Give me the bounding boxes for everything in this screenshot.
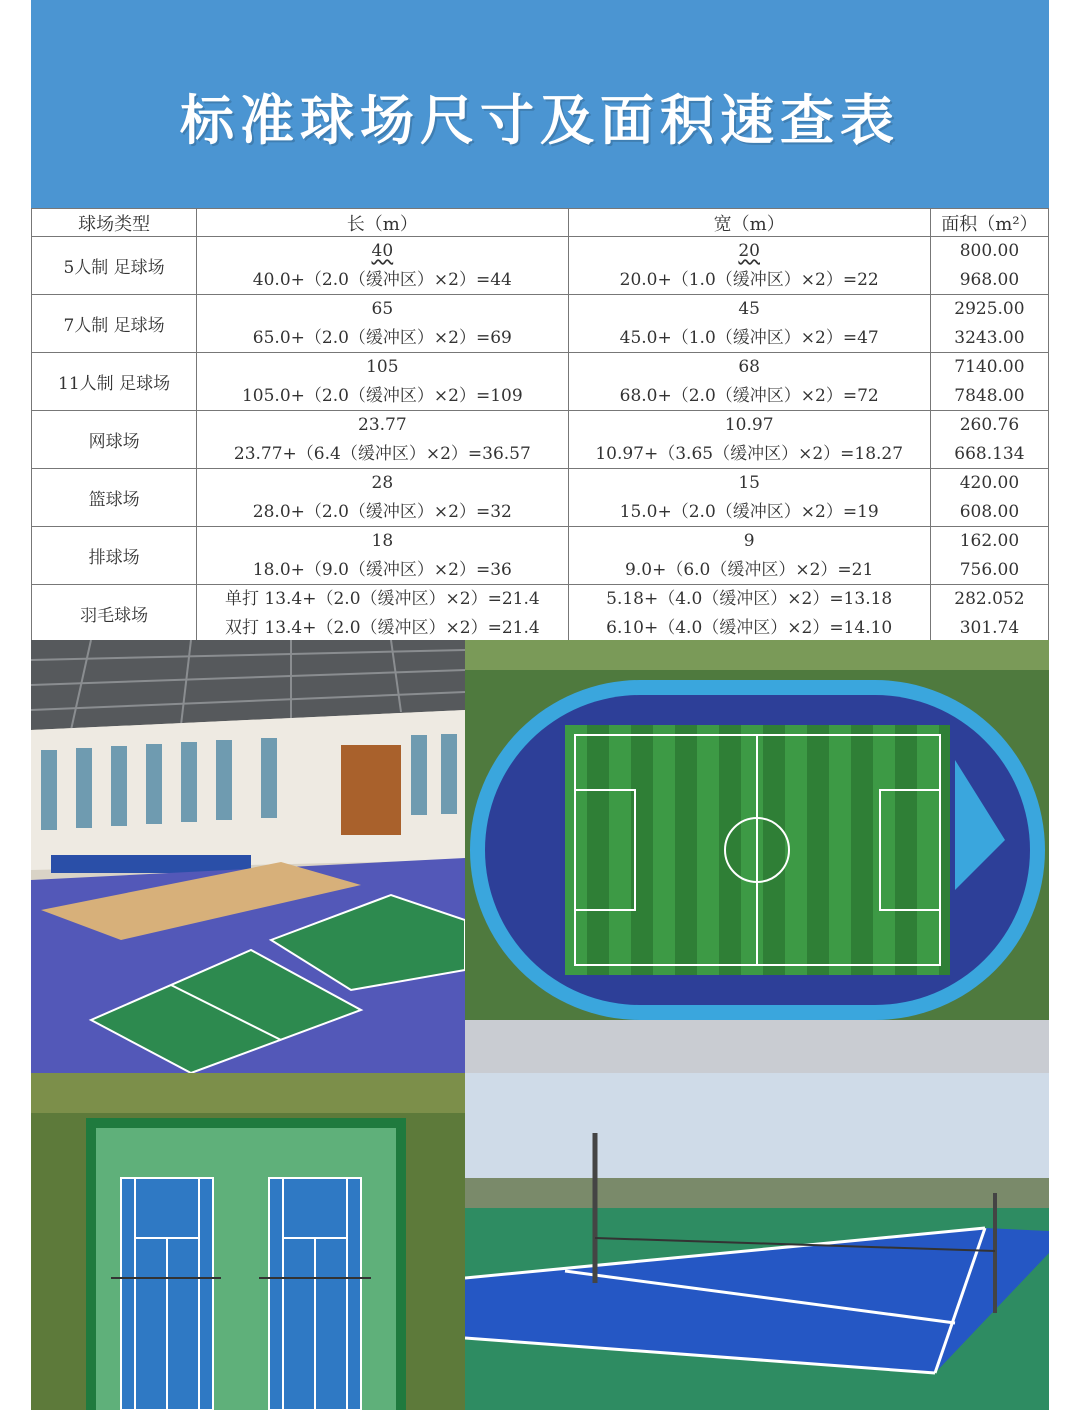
table-row <box>32 527 1049 585</box>
width-base: 10.97 <box>724 415 774 435</box>
length-total: 40.0+（2.0（缓冲区）×2）=44 <box>252 270 512 290</box>
length-doubles: 双打 13.4+（2.0（缓冲区）×2）=21.4 <box>224 618 540 638</box>
table-row <box>32 411 1049 469</box>
length-cell <box>197 411 568 469</box>
area-total: 968.00 <box>959 270 1020 290</box>
court-type-cell: 篮球场 <box>32 469 197 527</box>
area-cell <box>930 411 1048 469</box>
table-row <box>32 353 1049 411</box>
width-cell <box>568 411 930 469</box>
tennis-court-aerial-photo <box>31 1073 465 1410</box>
length-total: 23.77+（6.4（缓冲区）×2）=36.57 <box>233 444 531 464</box>
width-base: 15 <box>738 473 760 493</box>
length-cell <box>197 469 568 527</box>
area-cell <box>930 527 1048 585</box>
width-total: 20.0+（1.0（缓冲区）×2）=22 <box>619 270 879 290</box>
stadium-aerial-photo <box>465 640 1049 1073</box>
length-total: 18.0+（9.0（缓冲区）×2）=36 <box>252 560 512 580</box>
area-base: 800.00 <box>959 241 1020 261</box>
area-cell <box>930 295 1048 353</box>
area-base: 162.00 <box>959 531 1020 551</box>
width-base: 45 <box>738 299 760 319</box>
area-doubles: 301.74 <box>959 618 1020 638</box>
length-base: 40 <box>371 241 394 261</box>
width-singles: 5.18+（4.0（缓冲区）×2）=13.18 <box>606 589 893 609</box>
area-total: 668.134 <box>954 444 1025 464</box>
width-cell <box>568 469 930 527</box>
court-type-cell: 7人制 足球场 <box>32 295 197 353</box>
outdoor-volleyball-court-photo <box>465 1073 1049 1410</box>
length-base: 65 <box>371 299 394 319</box>
court-size-table <box>31 208 1049 643</box>
width-cell <box>568 295 930 353</box>
area-total: 756.00 <box>959 560 1020 580</box>
area-base: 420.00 <box>959 473 1020 493</box>
area-total: 7848.00 <box>954 386 1025 406</box>
court-type-cell: 网球场 <box>32 411 197 469</box>
area-cell <box>930 585 1048 643</box>
length-cell <box>197 353 568 411</box>
area-base: 2925.00 <box>954 299 1025 319</box>
width-total: 9.0+（6.0（缓冲区）×2）=21 <box>625 560 874 580</box>
width-total: 15.0+（2.0（缓冲区）×2）=19 <box>619 502 879 522</box>
length-total: 65.0+（2.0（缓冲区）×2）=69 <box>252 328 512 348</box>
title-banner <box>31 0 1049 208</box>
length-total: 105.0+（2.0（缓冲区）×2）=109 <box>241 386 523 406</box>
table-row <box>32 469 1049 527</box>
header-length: 长（m） <box>197 209 568 237</box>
table-header-row <box>32 209 1049 237</box>
width-total: 45.0+（1.0（缓冲区）×2）=47 <box>619 328 879 348</box>
area-cell <box>930 469 1048 527</box>
court-type-cell: 5人制 足球场 <box>32 237 197 295</box>
width-base: 20 <box>738 241 760 261</box>
court-type-cell: 羽毛球场 <box>32 585 197 643</box>
width-base: 68 <box>738 357 760 377</box>
length-base: 23.77 <box>358 415 407 435</box>
table-row <box>32 237 1049 295</box>
length-base: 18 <box>371 531 394 551</box>
header-court-type: 球场类型 <box>32 209 197 237</box>
width-cell <box>568 585 930 643</box>
page-title: 标准球场尺寸及面积速查表 <box>180 89 900 152</box>
width-cell <box>568 527 930 585</box>
width-total: 10.97+（3.65（缓冲区）×2）=18.27 <box>595 444 904 464</box>
width-total: 68.0+（2.0（缓冲区）×2）=72 <box>619 386 879 406</box>
area-total: 3243.00 <box>954 328 1025 348</box>
length-cell <box>197 527 568 585</box>
area-cell <box>930 237 1048 295</box>
court-type-cell: 11人制 足球场 <box>32 353 197 411</box>
length-singles: 单打 13.4+（2.0（缓冲区）×2）=21.4 <box>224 589 540 609</box>
width-doubles: 6.10+（4.0（缓冲区）×2）=14.10 <box>606 618 893 638</box>
width-cell <box>568 353 930 411</box>
width-base: 9 <box>743 531 755 551</box>
length-total: 28.0+（2.0（缓冲区）×2）=32 <box>252 502 512 522</box>
length-base: 105 <box>366 357 399 377</box>
court-type-cell: 排球场 <box>32 527 197 585</box>
table-row <box>32 295 1049 353</box>
length-cell <box>197 237 568 295</box>
area-singles: 282.052 <box>954 589 1025 609</box>
area-cell <box>930 353 1048 411</box>
table-row <box>32 585 1049 643</box>
photo-grid <box>31 640 1049 1410</box>
length-base: 28 <box>371 473 394 493</box>
length-cell <box>197 295 568 353</box>
header-width: 宽（m） <box>568 209 930 237</box>
area-total: 608.00 <box>959 502 1020 522</box>
length-cell <box>197 585 568 643</box>
area-base: 260.76 <box>959 415 1020 435</box>
area-base: 7140.00 <box>954 357 1025 377</box>
header-area: 面积（m²） <box>930 209 1048 237</box>
indoor-gym-photo <box>31 640 465 1073</box>
width-cell <box>568 237 930 295</box>
